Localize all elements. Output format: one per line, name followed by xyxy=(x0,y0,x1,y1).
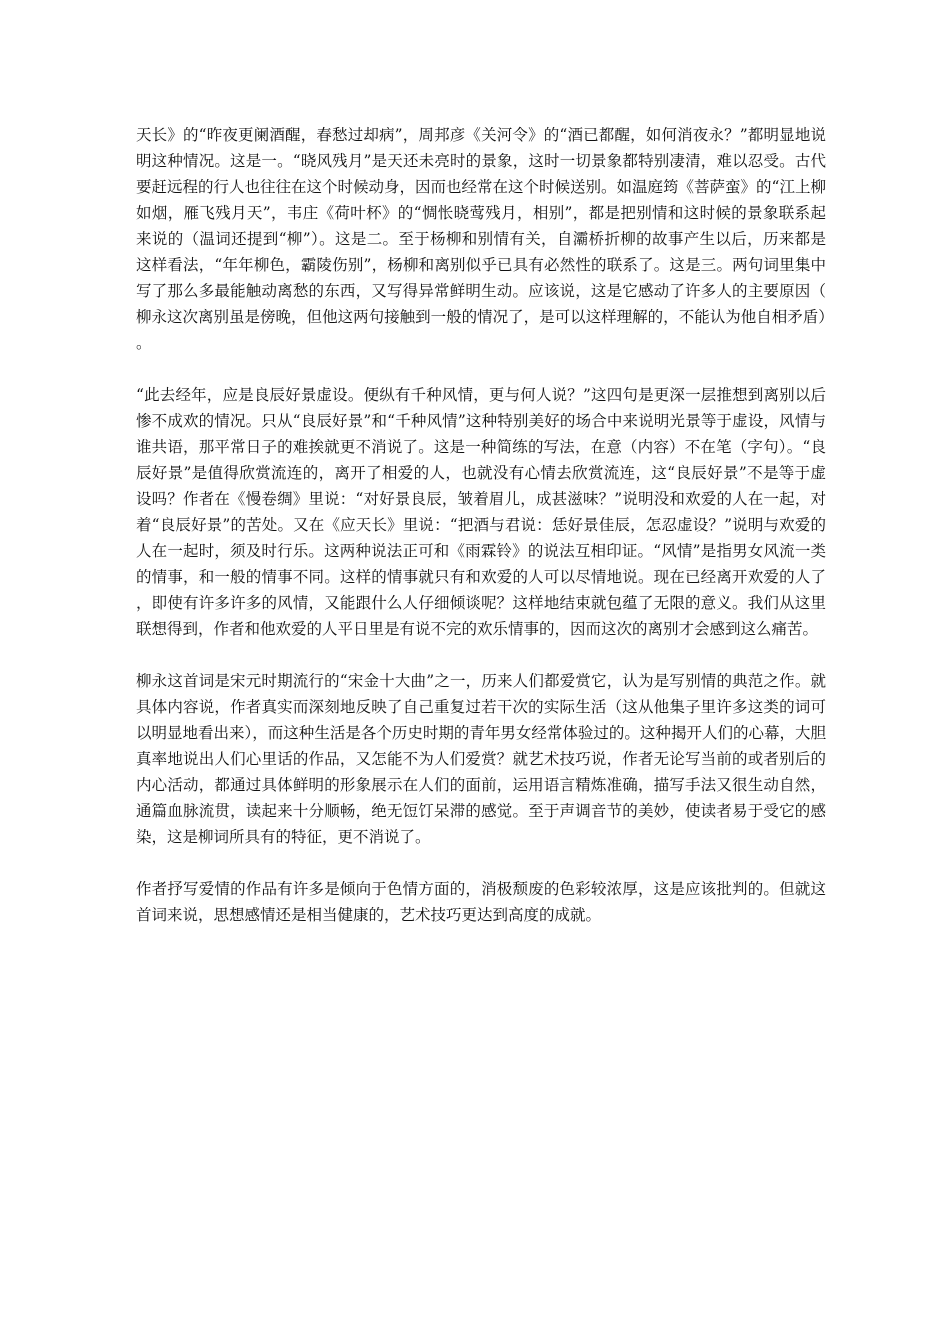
paragraph-4: 作者抒写爱情的作品有许多是倾向于色情方面的，消极颓废的色彩较浓厚，这是应该批判的。但就这首词来说，思想感情还是相当健康的，艺术技巧更达到高度的成就。 xyxy=(136,880,826,924)
document-body xyxy=(136,122,826,954)
paragraph-1: 天长》的“昨夜更阑酒醒，春愁过却病”，周邦彦《关河令》的“酒已都醒，如何消夜永？”都明显地说明这种情况。这是一。“晓风残月”是天还未亮时的景象，这时一切景象都特别凄清，难以忍受。古代要赶远程的行人也往往在这个时候动身，因而也经常在这个时候送别。如温庭筠《菩萨蛮》的“江上柳如烟，雁飞残月天”，韦庄《荷叶杯》的“惆怅晓莺残月，相别”，都是把别情和这时候的景象联系起来说的（温词还提到“柳”）。这是二。至于杨柳和别情有关，自灞桥折柳的故事产生以后，历来都是这样看法，“年年柳色，霸陵伤别”，杨柳和离别似乎已具有必然性的联系了。这是三。两句词里集中写了那么多最能触动离愁的东西，又写得异常鲜明生动。应该说，这是它感动了许多人的主要原因（柳永这次离别虽是傍晚，但他这两句接触到一般的情况了，是可以这样理解的，不能认为他自相矛盾）。 xyxy=(136,126,826,352)
paragraph-3: 柳永这首词是宋元时期流行的“宋金十大曲”之一，历来人们都爱赏它，认为是写别情的典范之作。就具体内容说，作者真实而深刻地反映了自己重复过若干次的实际生活（这从他集子里许多这类的词可以明显地看出来），而这种生活是各个历史时期的青年男女经常体验过的。这种揭开人们的心幕，大胆真率地说出人们心里话的作品，又怎能不为人们爱赏？就艺术技巧说，作者无论写当前的或者别后的内心活动，都通过具体鲜明的形象展示在人们的面前，运用语言精炼准确，描写手法又很生动自然，通篇血脉流贯，读起来十分顺畅，绝无饾饤呆滞的感觉。至于声调音节的美妙，使读者易于受它的感染，这是柳词所具有的特征，更不消说了。 xyxy=(136,672,826,846)
paragraph-2: “此去经年，应是良辰好景虚设。便纵有千种风情，更与何人说？”这四句是更深一层推想到离别以后惨不成欢的情况。只从“良辰好景”和“千种风情”这种特别美好的场合中来说明光景等于虚设，风情与谁共语，那平常日子的难挨就更不消说了。这是一种简练的写法，在意（内容）不在笔（字句）。“良辰好景”是值得欣赏流连的，离开了相爱的人，也就没有心情去欣赏流连，这“良辰好景”不是等于虚设吗？作者在《慢卷绸》里说：“对好景良辰，皱着眉儿，成甚滋味？”说明没和欢爱的人在一起，对着“良辰好景”的苦处。又在《应天长》里说：“把酒与君说：恁好景佳辰，怎忍虚设？”说明与欢爱的人在一起时，须及时行乐。这两种说法正可和《雨霖铃》的说法互相印证。“风情”是指男女风流一类的情事，和一般的情事不同。这样的情事就只有和欢爱的人可以尽情地说。现在已经离开欢爱的人了，即使有许多许多的风情，又能跟什么人仔细倾谈呢？这样地结束就包蕴了无限的意义。我们从这里联想得到，作者和他欢爱的人平日里是有说不完的欢乐情事的，因而这次的离别才会感到这么痛苦。 xyxy=(136,386,826,638)
